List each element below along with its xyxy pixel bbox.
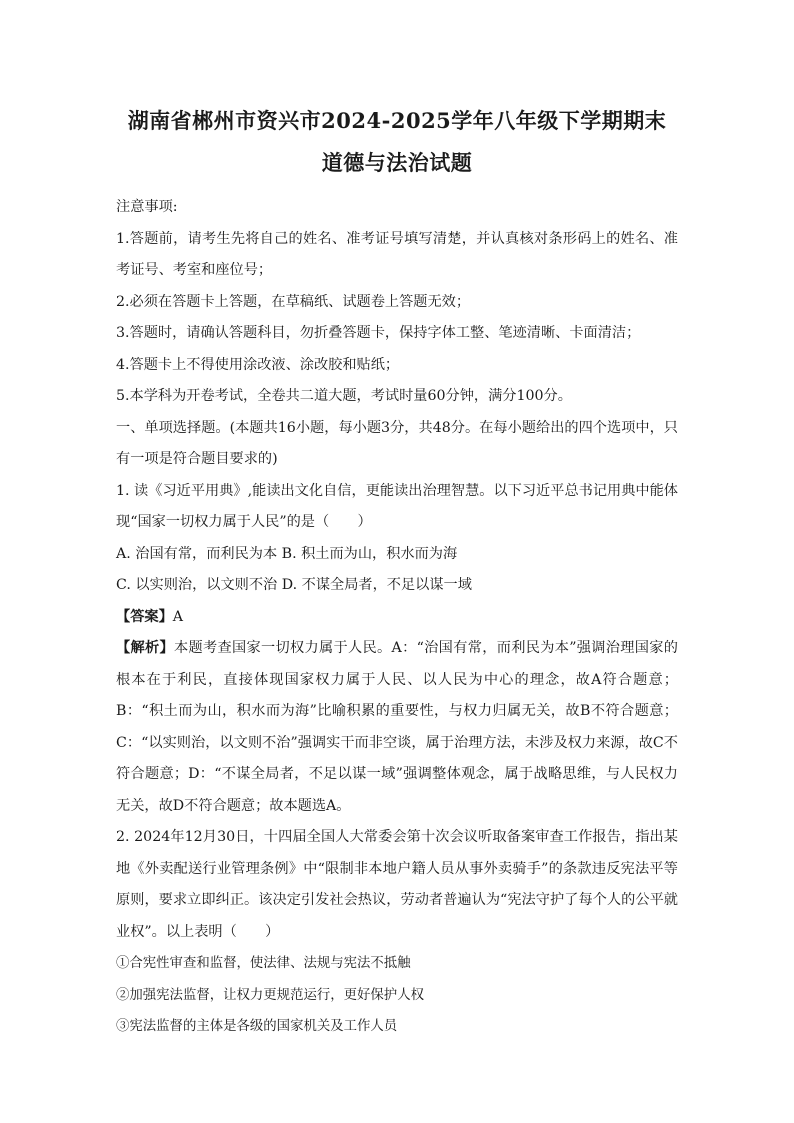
q1-answer (116, 602, 678, 634)
notice-item-4: 4.答题卡上不得使用涂改液、涂改胶和贴纸； (116, 356, 400, 373)
q1-options-row1: A. 治国有常，而利民为本 B. 积土而为山，积水而为海 (116, 545, 458, 562)
analysis-text: 本题考查国家一切权力属于人民。A：“治国有常，而利民为本”强调治理国家的根本在于利民，直接体现国家权力属于人民、以人民为中心的理念，故A符合题意；B：“积土而为山，积水而为海”比喻积累的重要性，与权力归属无关，故B不符合题意；C：“以实则治，以文则不治”强调实干而非空谈，属于治理方法，未涉及权力来源，故C不符合题意；D：“不谋全局者，不足以谋一域”强调整体观念，属于战略思维，与人民权力无关，故D不符合题意；故本题选A。 (116, 640, 678, 814)
notice-item-5: 5.本学科为开卷考试，全卷共二道大题，考试时量60分钟，满分100分。 (116, 388, 572, 404)
notice-item-3: 3.答题时，请确认答题科目，勿折叠答题卡，保持字体工整、笔迹清晰、卡面清洁； (116, 325, 641, 341)
notice-item-2: 2.必须在答题卡上答题，在草稿纸、试题卷上答题无效； (116, 293, 471, 310)
notice-heading: 注意事项: (116, 199, 178, 215)
exam-title-line1: 湖南省郴州市资兴市2024-2025学年八年级下学期期末 (127, 108, 667, 133)
q2-statement-3: ③宪法监督的主体是各级的国家机关及工作人员 (116, 1019, 398, 1034)
q2-statement-2: ②加强宪法监督，让权力更规范运行，更好保护人权 (116, 987, 424, 1003)
analysis-tag: 【解析】 (116, 640, 175, 656)
section1-heading: 一、单项选择题。(本题共16小题，每小题3分，共48分。在每小题给出的四个选项中，只有一项是符合题目要求的) (116, 419, 678, 467)
q1-analysis (116, 633, 678, 822)
q1-stem: 1. 读《习近平用典》,能读出文化自信，更能读出治理智慧。以下习近平总书记用典中能体现“国家一切权力属于人民”的是（ ） (116, 482, 678, 530)
q1-options-row2: C. 以实则治，以文则不治 D. 不谋全局者，不足以谋一域 (116, 577, 472, 593)
exam-title-line2: 道德与法治试题 (321, 150, 473, 175)
q2-statement-1: ①合宪性审查和监督，使法律、法规与宪法不抵触 (116, 956, 411, 971)
answer-value: A (172, 608, 184, 625)
answer-tag: 【答案】 (116, 608, 173, 625)
q2-stem: 2. 2024年12月30日，十四届全国人大常委会第十次会议听取备案审查工作报告，指出某地《外卖配送行业管理条例》中“限制非本地户籍人员从事外卖骑手”的条款违反宪法平等原则，要求立即纠正。该决定引发社会热议，劳动者普遍认为“宪法守护了每个人的公平就业权”。以上表明（ ） (116, 829, 678, 940)
notice-item-1: 1.答题前，请考生先将自己的姓名、准考证号填写清楚，并认真核对条形码上的姓名、准考证号、考室和座位号； (116, 230, 678, 278)
exam-page (116, 96, 678, 1043)
